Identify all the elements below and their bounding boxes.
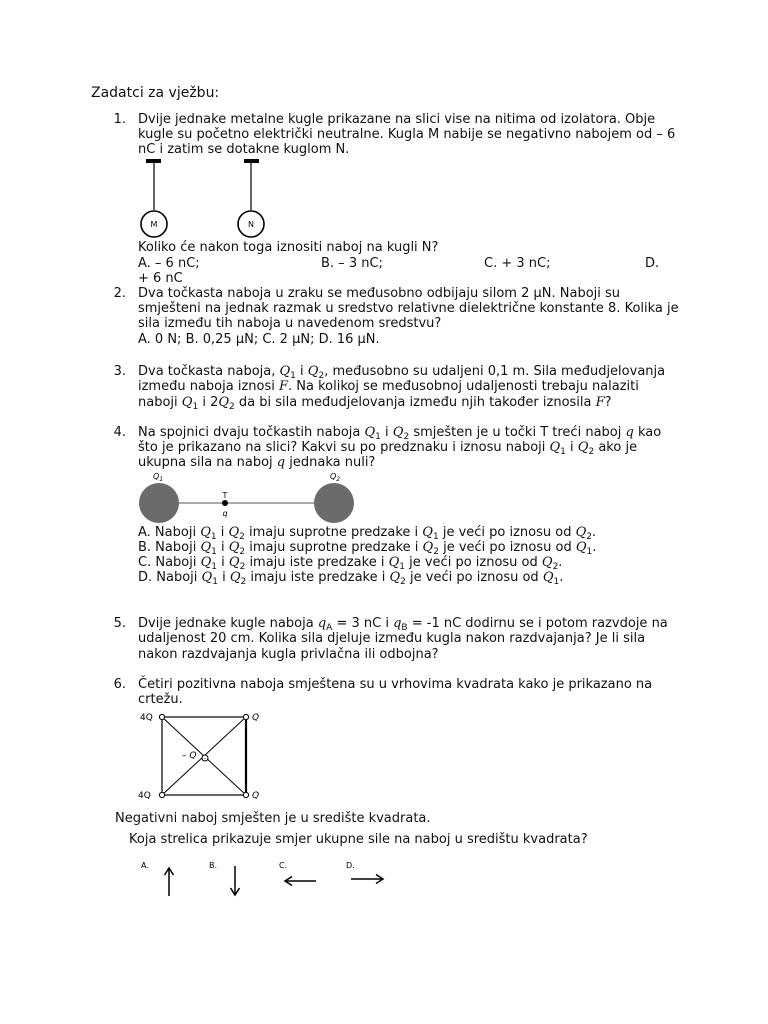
q4-number: 4. [113,425,126,440]
corner-tr-label: Q [252,713,260,723]
q5-line-1: Dvije jednake kugle naboja $q_A = 3$ nC i $q_B = -1$ nC dodirnu se i potom razvdoje na [138,616,668,633]
q2-number: 2. [113,286,126,301]
q1-option-d-value: + 6 nC [138,271,183,286]
q1-question: Koliko će nakon toga iznositi naboj na kugli N? [138,240,439,255]
q6-question: Koja strelica prikazuje smjer ukupne sile na naboj u središtu kvadrata? [129,832,588,847]
q1-line-3: nC i zatim se dotakne kuglom N. [138,142,350,157]
charge-q2 [314,483,354,523]
q1-option-b: B. – 3 nC; [321,256,383,271]
center-charge-label: – Q [182,751,197,761]
charge-q-point [222,500,228,506]
q4-option-a: A. Naboji $Q_1$ i $Q_2$ imaju suprotne predzake i $Q_1$ je veći po iznosu od $Q_2$. [138,525,597,542]
q4-option-d: D. Naboji $Q_1$ i $Q_2$ imaju iste predzake i $Q_2$ je veći po iznosu od $Q_1$. [138,570,564,587]
q4-line-2: što je prikazano na slici? Kakvi su po predznaku i iznosu naboji $Q_1$ i $Q_2$ ako je [138,440,638,457]
q1-line-2: kugle su početno električki neutralne. Kugla M nabije se negativno nabojem od – 6 [138,127,676,142]
arrow-b-label: B. [209,861,218,870]
point-q-label: q [222,509,228,518]
q2-line-3: sila između tih naboja u navedenom sredstvu? [138,316,442,331]
q6-line-1: Četiri pozitivna naboja smještena su u vrhovima kvadrata kako je prikazano na [138,677,653,692]
q1-option-d: D. [645,256,660,271]
q1-option-a: A. – 6 nC; [138,256,200,271]
charge-q1 [139,483,179,523]
q6-square-figure [136,708,276,804]
q2-line-2: smješteni na jednak razmak u sredstvo relativne dielektrične konstante 8. Kolika je [138,301,679,316]
arrow-a-label: A. [141,861,149,870]
q1-hanging-balls-figure [138,158,278,242]
q4-line-1: Na spojnici dvaju točkastih naboja $Q_1$ i $Q_2$ smješten je u točki T treći naboj q kao [138,425,662,442]
q3-number: 3. [113,364,126,379]
page-title: Zadatci za vježbu: [91,85,220,101]
q5-line-3: nakon razdvajanja kugla privlačna ili odbojna? [138,647,439,662]
corner-bl-label: 4Q [138,791,151,801]
ball-n-label: N [248,220,254,229]
q4-charges-figure [137,470,357,526]
point-t-label: T [222,491,228,500]
q4-option-b: B. Naboji $Q_1$ i $Q_2$ imaju suprotne predzake i $Q_2$ je veći po iznosu od $Q_1$. [138,540,597,557]
corner-tl-label: 4Q [140,713,153,723]
q5-number: 5. [113,616,126,631]
q5-line-2: udaljenost 20 cm. Kolika sila djeluje između kugla nakon razdvajanja? Je li sila [138,631,646,646]
q1-option-c: C. + 3 nC; [484,256,551,271]
q2-fig-label: $Q_2$ [329,472,341,483]
q6-arrow-options [138,856,398,904]
ball-m-label: M [150,220,158,229]
arrow-c-label: C. [279,861,288,870]
q4-option-c: C. Naboji $Q_1$ i $Q_2$ imaju iste predzake i $Q_1$ je veći po iznosu od $Q_2$. [138,555,563,572]
q1-line-1: Dvije jednake metalne kugle prikazane na slici vise na nitima od izolatora. Obje [138,112,656,127]
q4-line-3: ukupna sila na naboj q jednaka nuli? [138,455,376,470]
q6-number: 6. [113,677,126,692]
arrow-d-label: D. [346,861,355,870]
svg-text:–: – [203,756,207,762]
q1-fig-label: $Q_1$ [152,472,164,483]
q6-line-2: crtežu. [138,692,183,707]
q2-line-1: Dva točkasta naboja u zraku se međusobno odbijaju silom 2 μN. Naboji su [138,286,621,301]
q6-negative-charge-text: Negativni naboj smješten je u središte kvadrata. [115,811,431,826]
q3-line-2: između naboja iznosi F. Na kolikoj se međusobnoj udaljenosti trebaju nalaziti [138,379,639,394]
q1-number: 1. [113,112,126,127]
corner-br-label: Q [252,791,260,801]
q3-line-3: naboji $Q_1$ i $2Q_2$ da bi sila međudjelovanja između njih također iznosila F? [138,395,612,412]
q2-options: A. 0 N; B. 0,25 μN; C. 2 μN; D. 16 μN. [138,332,380,347]
q3-line-1: Dva točkasta naboja, $Q_1$ i $Q_2$, međusobno su udaljeni 0,1 m. Sila međudjelovanja [138,364,666,381]
